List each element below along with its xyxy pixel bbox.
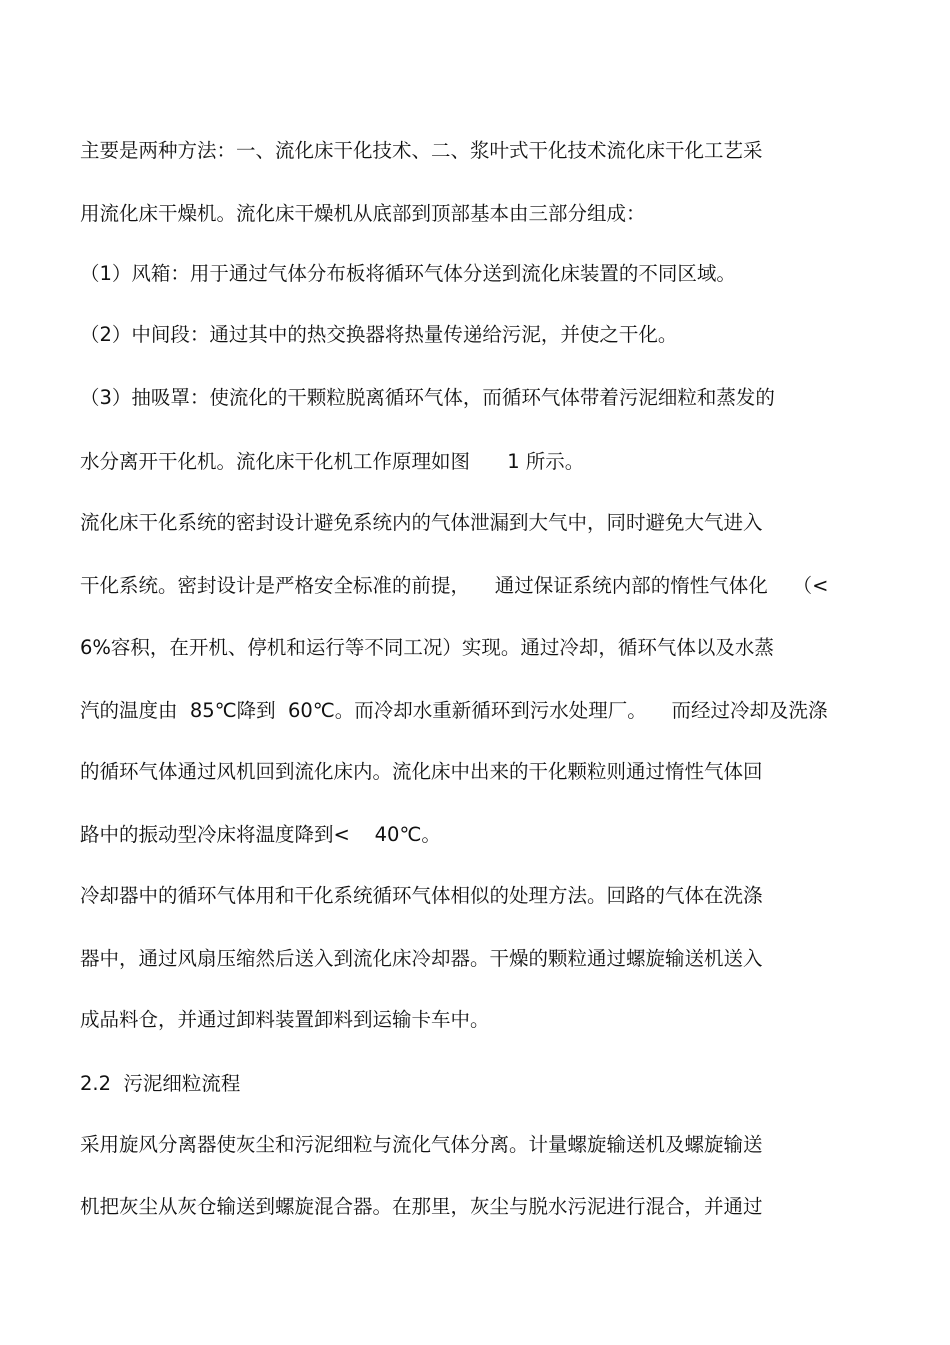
- text-line: 干化系统。密封设计是严格安全标准的前提， 通过保证系统内部的惰性气体化 （<: [80, 574, 829, 597]
- text-line: 流化床干化系统的密封设计避免系统内的气体泄漏到大气中，同时避免大气进入: [80, 511, 763, 534]
- text-line: 用流化床干燥机。流化床干燥机从底部到顶部基本由三部分组成：: [80, 202, 646, 225]
- text-line: （2）中间段：通过其中的热交换器将热量传递给污泥，并使之干化。: [80, 323, 678, 346]
- text-line: （1）风箱：用于通过气体分布板将循环气体分送到流化床装置的不同区域。: [80, 262, 736, 285]
- text-line: 汽的温度由 85℃降到 60℃。而冷却水重新循环到污水处理厂。 而经过冷却及洗涤: [80, 699, 828, 722]
- text-line: 的循环气体通过风机回到流化床内。流化床中出来的干化颗粒则通过惰性气体回: [80, 760, 763, 783]
- text-line: 冷却器中的循环气体用和干化系统循环气体相似的处理方法。回路的气体在洗涤: [80, 884, 763, 907]
- text-line: 路中的振动型冷床将温度降到< 40℃。: [80, 823, 441, 846]
- text-line: （3）抽吸罩：使流化的干颗粒脱离循环气体，而循环气体带着污泥细粒和蒸发的: [80, 386, 775, 409]
- text-line: 6%容积，在开机、停机和运行等不同工况）实现。通过冷却，循环气体以及水蒸: [80, 636, 774, 659]
- text-line: 机把灰尘从灰仓输送到螺旋混合器。在那里，灰尘与脱水污泥进行混合，并通过: [80, 1195, 763, 1218]
- text-line: 器中，通过风扇压缩然后送入到流化床冷却器。干燥的颗粒通过螺旋输送机送入: [80, 947, 763, 970]
- text-line: 主要是两种方法：一、流化床干化技术、二、浆叶式干化技术流化床干化工艺采: [80, 139, 763, 162]
- text-line: 水分离开干化机。流化床干化机工作原理如图 1 所示。: [80, 450, 585, 473]
- text-line: 采用旋风分离器使灰尘和污泥细粒与流化气体分离。计量螺旋输送机及螺旋输送: [80, 1133, 763, 1156]
- text-line: 成品料仓，并通过卸料装置卸料到运输卡车中。: [80, 1008, 490, 1031]
- section-heading: 2.2 污泥细粒流程: [80, 1072, 241, 1095]
